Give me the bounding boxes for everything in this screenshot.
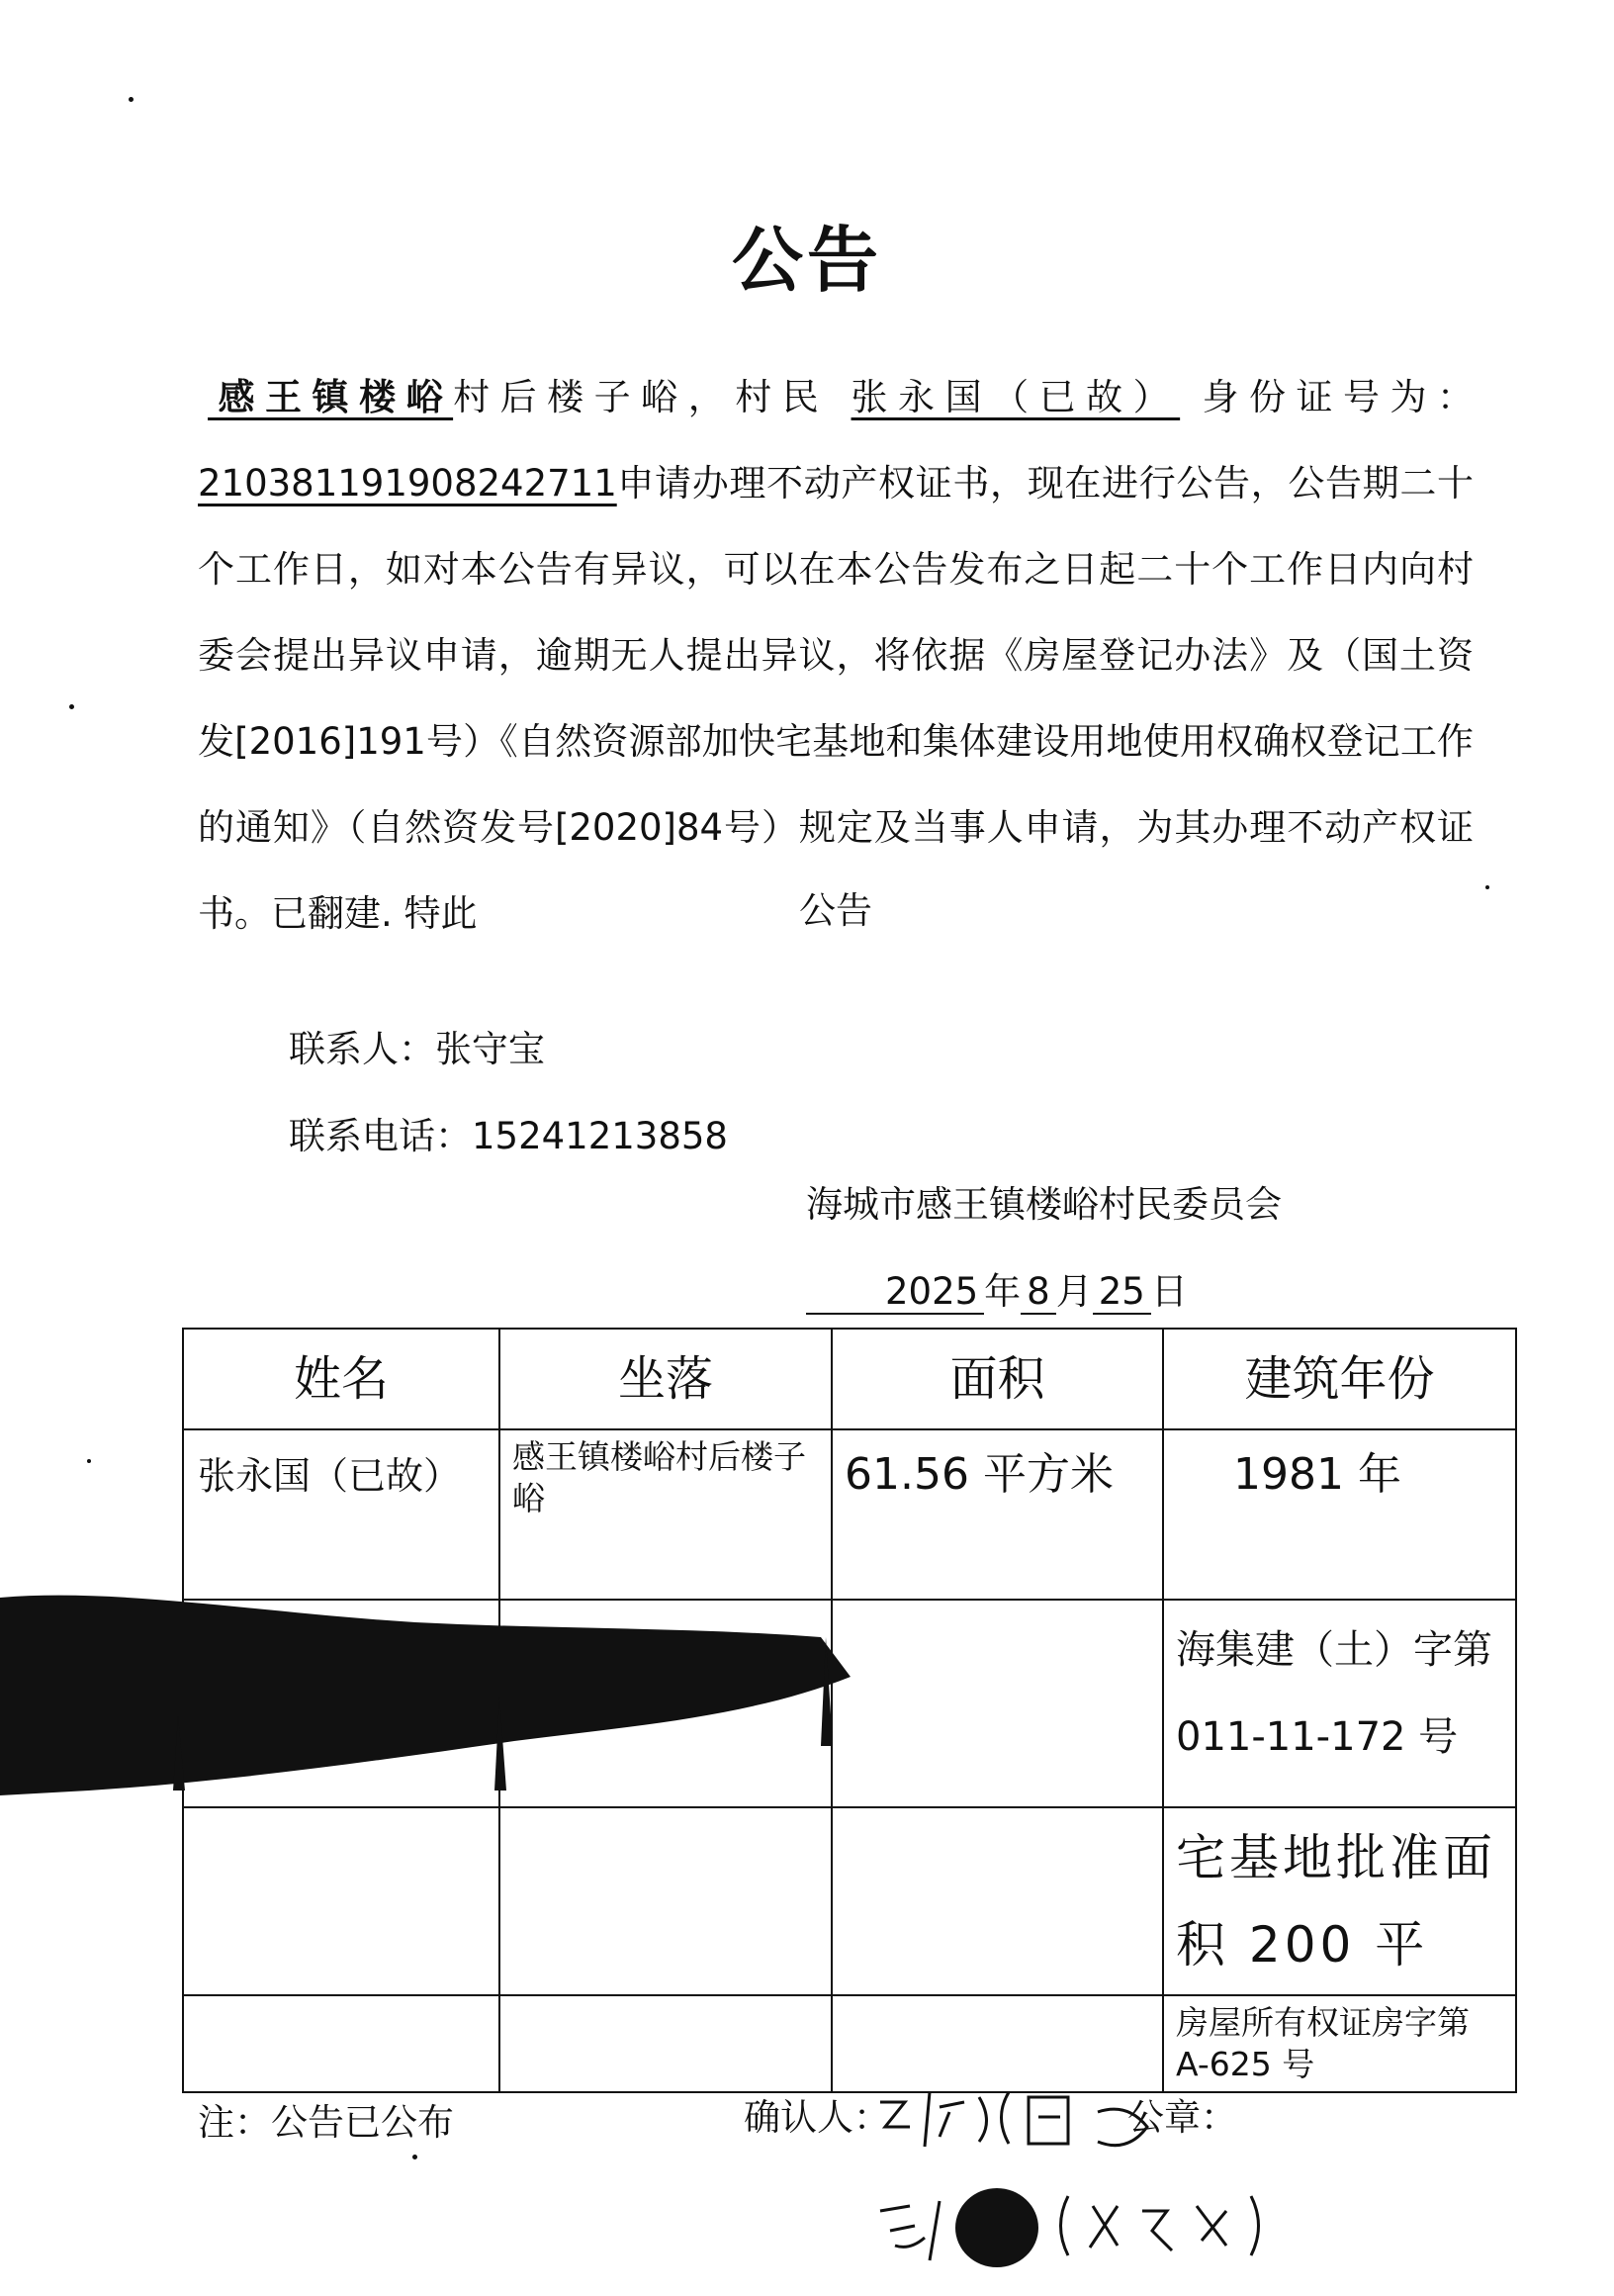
confirmation <box>744 2087 1237 2141</box>
table-row <box>183 1995 1516 2092</box>
contact-person-value: 张守宝 <box>435 1028 545 1070</box>
villager-name: 张永国（已故） <box>851 376 1181 418</box>
table-row <box>183 1807 1516 1995</box>
property-table <box>182 1328 1517 2093</box>
cell-empty <box>832 1807 1163 1995</box>
cell-collective-land-cert: 海集建（土）字第 011-11-172 号 <box>1163 1600 1516 1807</box>
table-row <box>183 1600 1516 1807</box>
cell-empty <box>832 1600 1163 1807</box>
cell-name: 张永国（已故） <box>183 1429 499 1600</box>
id-number: 210381191908242711 <box>198 462 617 505</box>
scan-speck <box>412 2155 417 2159</box>
notice-body <box>198 354 1474 957</box>
cell-location: 感王镇楼峪村后楼子峪 <box>499 1429 832 1600</box>
date-year-unit: 年 <box>984 1270 1022 1313</box>
seal-label: 公章： <box>1127 2096 1237 2139</box>
scan-speck <box>1485 885 1489 889</box>
contact-phone-value: 15241213858 <box>472 1115 728 1157</box>
header-location: 坐落 <box>499 1329 832 1429</box>
id-label: 身份证号为： <box>1202 376 1475 418</box>
handwritten-signature-relation <box>870 2176 1286 2275</box>
cell-empty <box>499 1995 832 2092</box>
cell-empty <box>499 1600 832 1807</box>
date-month-unit: 月 <box>1055 1270 1093 1313</box>
contact-phone <box>289 1106 728 1159</box>
header-area: 面积 <box>832 1329 1163 1429</box>
contact-phone-label: 联系电话： <box>289 1115 472 1157</box>
cell-empty <box>499 1807 832 1995</box>
contact-person <box>289 1019 545 1072</box>
scan-speck <box>87 1459 91 1463</box>
cell-house-ownership-cert: 房屋所有权证房字第 A-625 号 <box>1163 1995 1516 2092</box>
confirm-label: 确认人： <box>744 2096 890 2139</box>
scan-speck <box>69 704 74 709</box>
table-row <box>183 1429 1516 1600</box>
location-prefix: 感王镇楼峪 <box>208 376 454 418</box>
contact-person-label: 联系人： <box>289 1028 435 1070</box>
date-day-unit: 日 <box>1150 1270 1188 1313</box>
header-build-year: 建筑年份 <box>1163 1329 1516 1429</box>
cell-year: 1981 年 <box>1163 1429 1516 1600</box>
cell-empty <box>183 1600 499 1807</box>
notice-text: 申请办理不动产权证书，现在进行公告，公告期二十个工作日，如对本公告有异议，可以在本公告发布之日起二十个工作日内向村委会提出异议申请，逾期无人提出异议，将依据《房屋登记办法》及（国土资发[2016]191号）《自然资源部加快宅基地和集体建设用地使用权确权登记工作的通知》（自然资发号[2020]84号）规定及当事人申请，为其办理不动产权证书。已翻建. 特此 <box>198 462 1474 935</box>
cell-area: 61.56 平方米 <box>832 1429 1163 1600</box>
date-year: 2025 <box>806 1270 984 1315</box>
footer-note: 注：公告已公布 <box>198 2101 454 2144</box>
cell-empty <box>183 1995 499 2092</box>
scan-speck <box>129 97 134 102</box>
issuer: 海城市感王镇楼峪村民委员会 <box>806 1183 1282 1226</box>
cell-approved-area: 宅基地批准面积 200 平 <box>1163 1807 1516 1995</box>
location-rest: 村后楼子峪，村民 <box>453 376 830 418</box>
header-name: 姓名 <box>183 1329 499 1429</box>
table-header-row <box>183 1329 1516 1429</box>
cell-empty <box>183 1807 499 1995</box>
cell-empty <box>832 1995 1163 2092</box>
date-month: 8 <box>1021 1270 1056 1315</box>
page-title: 公告 <box>731 219 882 302</box>
date-day: 25 <box>1093 1270 1151 1315</box>
issue-date <box>806 1261 1188 1315</box>
closing-text: 公告 <box>799 889 872 932</box>
